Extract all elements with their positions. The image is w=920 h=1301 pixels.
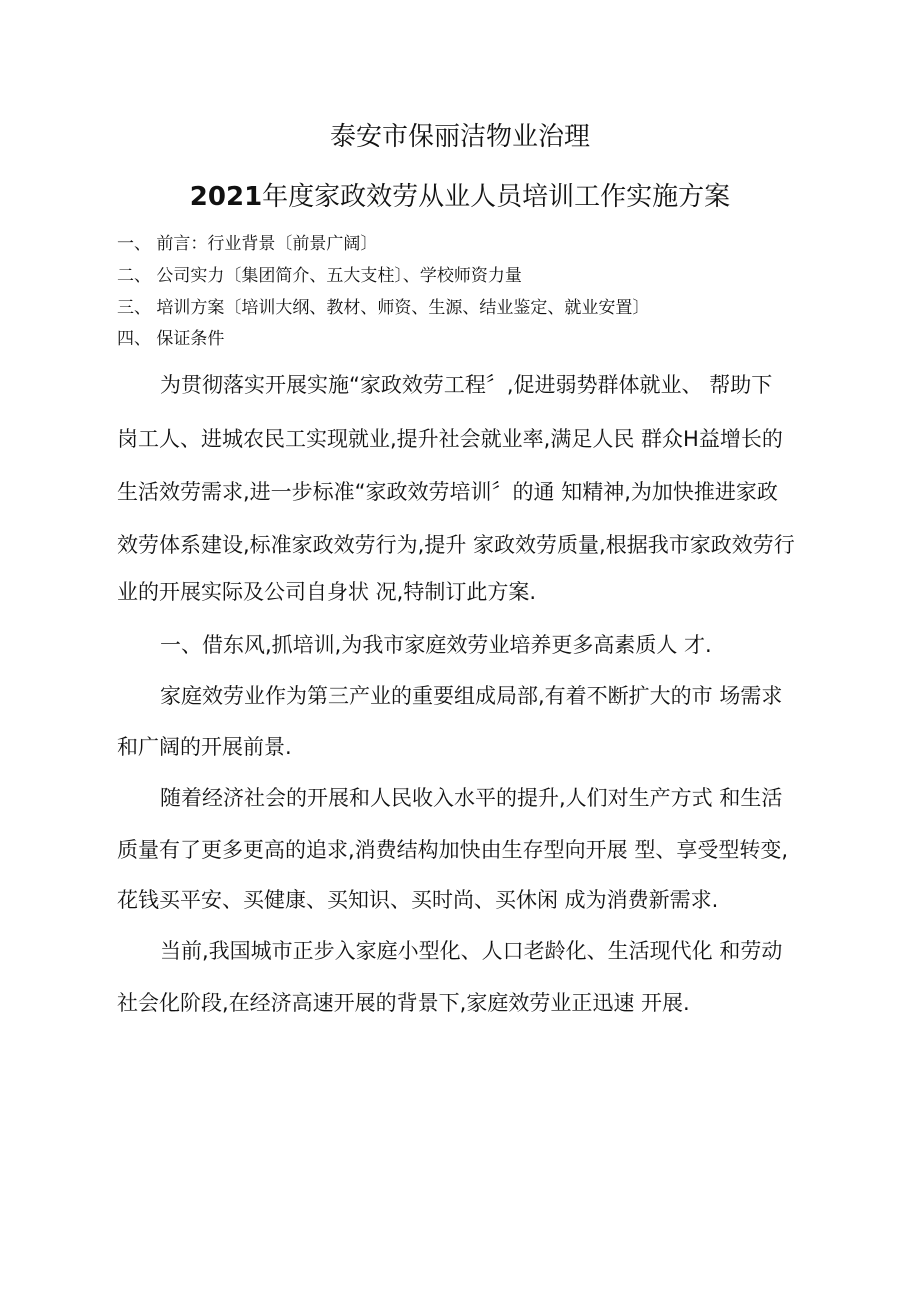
body-line: 花钱买平安、买健康、买知识、买时尚、买休闲 成为消费新需求. xyxy=(117,888,719,912)
outline-item-2: 二、 公司实力〔集团简介、五大支柱〕、学校师资力量 xyxy=(117,266,522,286)
body-line: 效劳体系建设,标准家政效劳行为,提升 家政效劳质量,根据我市家政效劳行 xyxy=(117,533,795,557)
body-line: 当前,我国城市正步入家庭小型化、人口老龄化、生活现代化 和劳动 xyxy=(160,939,783,963)
outline-item-4: 四、 保证条件 xyxy=(117,329,225,349)
body-line: 社会化阶段,在经济高速开展的背景下,家庭效劳业正迅速 开展. xyxy=(117,991,690,1015)
section-heading: 一、借东风,抓培训,为我市家庭效劳业培养更多高素质人 才. xyxy=(160,633,712,657)
outline-item-1: 一、 前言：行业背景〔前景广阔〕 xyxy=(117,234,378,254)
body-line: 生活效劳需求,进一步标准“家政效劳培训〞的通 知精神,为加快推进家政 xyxy=(117,480,778,504)
outline-item-3: 三、 培训方案〔培训大纲、教材、师资、生源、结业鉴定、就业安置〕 xyxy=(117,298,650,318)
subtitle-year: 2021 xyxy=(189,182,263,212)
body-line: 为贯彻落实开展实施“家政效劳工程〞,促进弱势群体就业、 帮助下 xyxy=(160,373,773,397)
document-subtitle xyxy=(0,176,920,213)
body-line: 和广阔的开展前景. xyxy=(117,735,292,759)
body-line: 随着经济社会的开展和人民收入水平的提升,人们对生产方式 和生活 xyxy=(160,786,783,810)
body-line: 岗工人、进城农民工实现就业,提升社会就业率,满足人民 群众H益增长的 xyxy=(117,427,783,451)
document-title: 泰安市保丽洁物业治理 xyxy=(329,122,590,152)
subtitle-text: 年度家政效劳从业人员培训工作实施方案 xyxy=(262,182,731,212)
body-line: 质量有了更多更高的追求,消费结构加快由生存型向开展 型、享受型转变, xyxy=(117,838,789,862)
body-line: 家庭效劳业作为第三产业的重要组成局部,有着不断扩大的市 场需求 xyxy=(160,684,783,708)
body-line: 业的开展实际及公司自身状 况,特制订此方案. xyxy=(117,580,537,604)
